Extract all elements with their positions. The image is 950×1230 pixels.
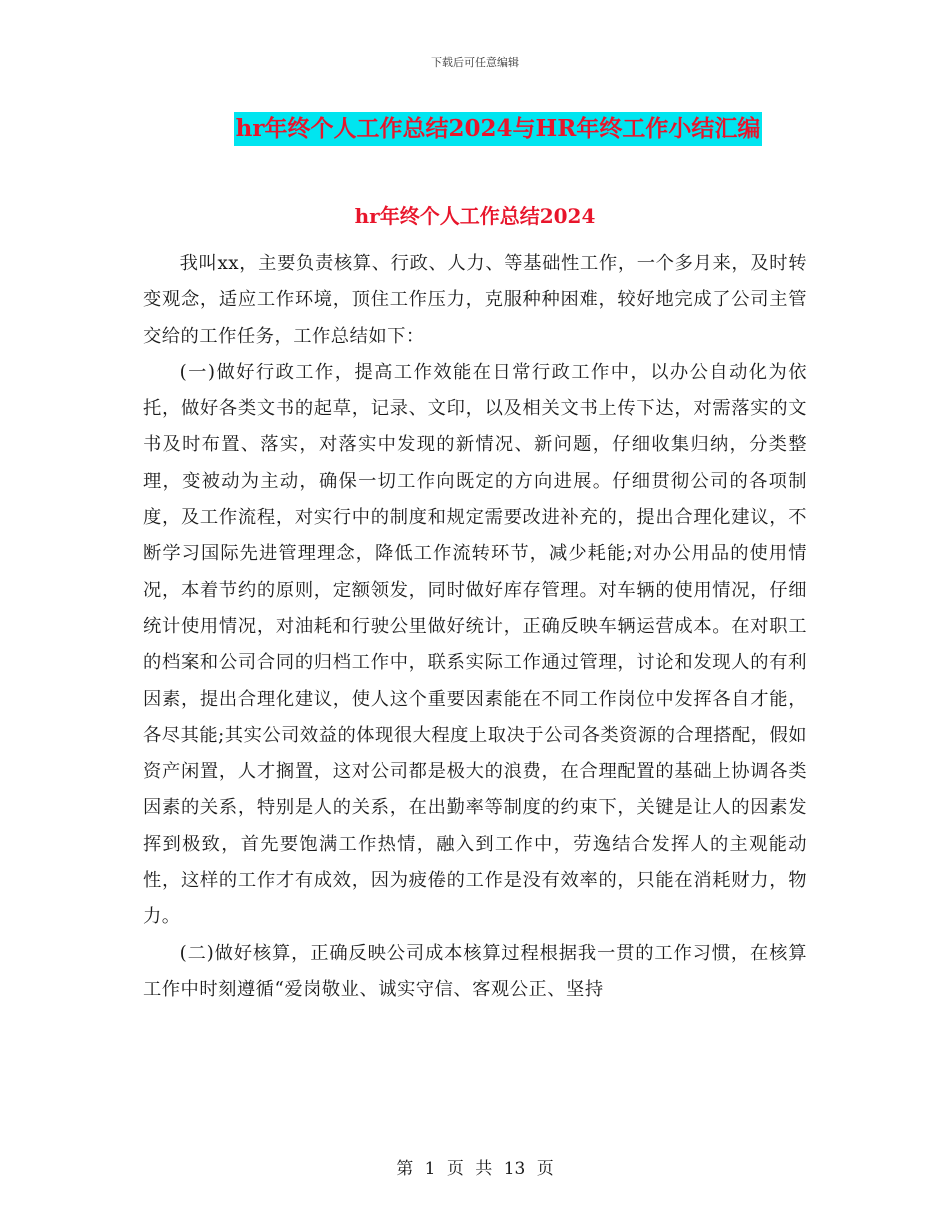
document-body bbox=[143, 246, 807, 1008]
page-header-note: 下载后可任意编辑 bbox=[431, 56, 519, 69]
section-title: hr年终个人工作总结2024 bbox=[354, 204, 596, 228]
paragraph-intro: 我叫xx，主要负责核算、行政、人力、等基础性工作，一个多月来，及时转变观念，适应工作环境，顶住工作压力，克服种种困难，较好地完成了公司主管交给的工作任务，工作总结如下： bbox=[143, 253, 807, 347]
paragraph-accounting: (二)做好核算，正确反映公司成本核算过程根据我一贯的工作习惯，在核算工作中时刻遵循“爱岗敬业、诚实守信、客观公正、坚持 bbox=[143, 942, 807, 1000]
page-number-footer: 第 1 页 共 13 页 bbox=[396, 1159, 554, 1179]
document-title: hr年终个人工作总结2024与HR年终工作小结汇编 bbox=[234, 112, 763, 146]
document-title-container bbox=[0, 112, 950, 146]
paragraph-admin-work: (一)做好行政工作，提高工作效能在日常行政工作中，以办公自动化为依托，做好各类文书的起草，记录、文印，以及相关文书上传下达，对需落实的文书及时布置、落实，对落实中发现的新情况、新问题，仔细收集归纳，分类整理，变被动为主动，确保一切工作向既定的方向进展。仔细贯彻公司的各项制度，及工作流程，对实行中的制度和规定需要改进补充的，提出合理化建议，不断学习国际先进管理理念，降低工作流转环节，减少耗能;对办公用品的使用情况，本着节约的原则，定额领发，同时做好库存管理。对车辆的使用情况，仔细统计使用情况，对油耗和行驶公里做好统计，正确反映车辆运营成本。在对职工的档案和公司合同的归档工作中，联系实际工作通过管理，讨论和发现人的有利因素，提出合理化建议，使人这个重要因素能在不同工作岗位中发挥各自才能，各尽其能;其实公司效益的体现很大程度上取决于公司各类资源的合理搭配，假如资产闲置，人才搁置，这对公司都是极大的浪费，在合理配置的基础上协调各类因素的关系，特别是人的关系，在出勤率等制度的约束下，关键是让人的因素发挥到极致，首先要饱满工作热情，融入到工作中，劳逸结合发挥人的主观能动性，这样的工作才有成效，因为疲倦的工作是没有效率的，只能在消耗财力，物力。 bbox=[143, 361, 808, 928]
